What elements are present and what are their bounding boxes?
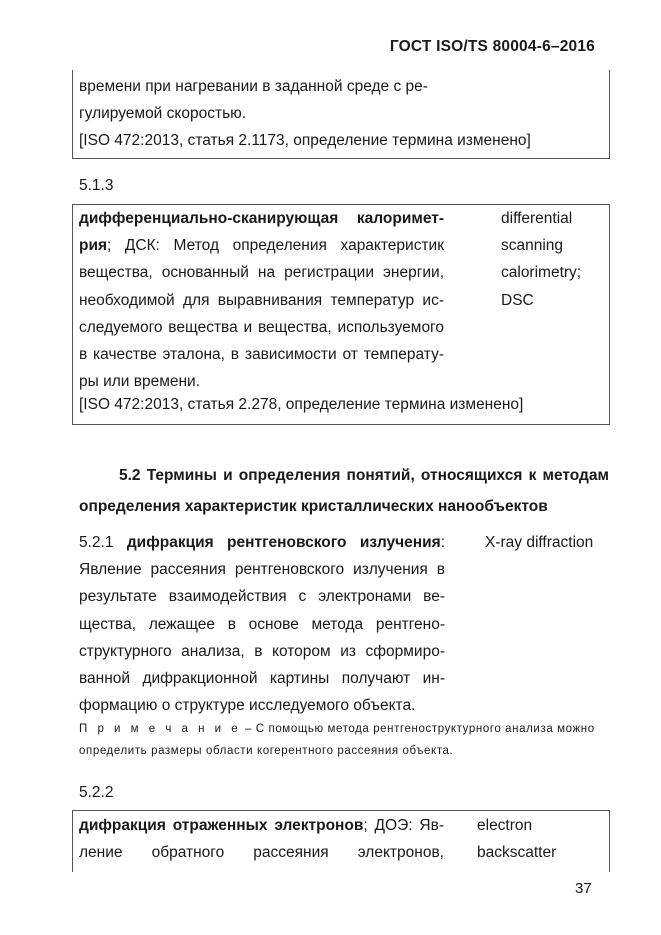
english-term-line: DSC xyxy=(501,291,534,309)
definition-line: необходимой для выравнивания температур ис- xyxy=(79,291,444,309)
entry-number: 5.2.1 xyxy=(79,534,114,551)
term-box-ebsd xyxy=(72,810,610,872)
definition-line: гулируемой скоростью. xyxy=(79,105,247,123)
definition-text xyxy=(79,812,444,866)
term-name: дифракция рентгеновского излучения xyxy=(126,534,441,551)
english-term xyxy=(501,205,606,314)
entry-number: 5.2.2 xyxy=(79,784,114,801)
definition-line: Явление рассеяния рентгеновского излучения в xyxy=(79,561,445,579)
definition-line: вещества, основанный на регистрации энергии, xyxy=(79,264,444,282)
term-line xyxy=(79,812,444,839)
definition-line: щества, лежащее в основе метода рентгено- xyxy=(79,615,445,633)
note-line: определить размеры области когерентного рассеяния объекта. xyxy=(79,745,454,757)
section-heading xyxy=(79,460,609,522)
abbreviation-text: ; ДОЭ: Яв- xyxy=(363,817,444,834)
definition-line: структурного анализа, в котором из сформиро- xyxy=(79,642,445,660)
note xyxy=(79,718,609,762)
english-term-line: differential xyxy=(501,210,573,227)
definition-line: следуемого вещества и вещества, используемого xyxy=(79,318,444,336)
document-standard-header: ГОСТ ISO/TS 80004-6–2016 xyxy=(389,38,595,55)
definition-text xyxy=(79,73,444,127)
definition-line: ры или времени. xyxy=(79,373,201,391)
term-name: дифференциально-сканирующая калоримет- xyxy=(79,210,444,227)
english-term-line: scanning xyxy=(501,237,564,255)
definition-text xyxy=(79,205,444,395)
term-line xyxy=(79,232,444,259)
term-name: дифракция отраженных электронов xyxy=(79,817,364,834)
term-line xyxy=(79,205,444,232)
term-name-end: рия xyxy=(79,237,108,255)
entry-number: 5.1.3 xyxy=(79,177,114,194)
term-box-continued xyxy=(72,70,610,159)
definition-line: формацию о структуре исследуемого объекта. xyxy=(79,697,416,715)
source-reference: [ISO 472:2013, статья 2.278, определение термина изменено] xyxy=(79,396,524,413)
note-text: – С помощью метода рентгеноструктурного анализа можно xyxy=(241,723,595,735)
english-term: X-ray diffraction xyxy=(485,534,594,551)
english-term-line: backscatter xyxy=(477,844,557,862)
definition-text-xrd xyxy=(79,529,445,719)
note-line xyxy=(79,718,609,740)
abbreviation-text: ; ДСК: Метод определения характеристик xyxy=(107,237,444,255)
source-reference: [ISO 472:2013, статья 2.1173, определение термина изменено] xyxy=(79,132,531,149)
section-heading-line: определения характеристик кристаллических нанообъектов xyxy=(79,498,548,515)
english-term-line: electron xyxy=(477,817,533,834)
colon: : xyxy=(440,534,445,551)
page-number: 37 xyxy=(575,880,592,897)
definition-line: ление обратного рассеяния электронов, xyxy=(79,844,444,862)
english-term xyxy=(477,812,582,866)
english-term-line: calorimetry; xyxy=(501,264,582,282)
section-heading-line: 5.2 Термины и определения понятий, относящихся к методам xyxy=(119,467,609,484)
term-box-dsc xyxy=(72,204,610,425)
definition-line: ванной дифракционной картины получают ин- xyxy=(79,670,445,688)
definition-line: результате взаимодействия с электронами ве- xyxy=(79,588,445,606)
note-label: П р и м е ч а н и е xyxy=(79,723,242,735)
definition-line: времени при нагревании в заданной среде с ре- xyxy=(79,78,428,95)
term-line xyxy=(79,529,445,556)
definition-line: в качестве эталона, в зависимости от температу- xyxy=(79,346,444,364)
